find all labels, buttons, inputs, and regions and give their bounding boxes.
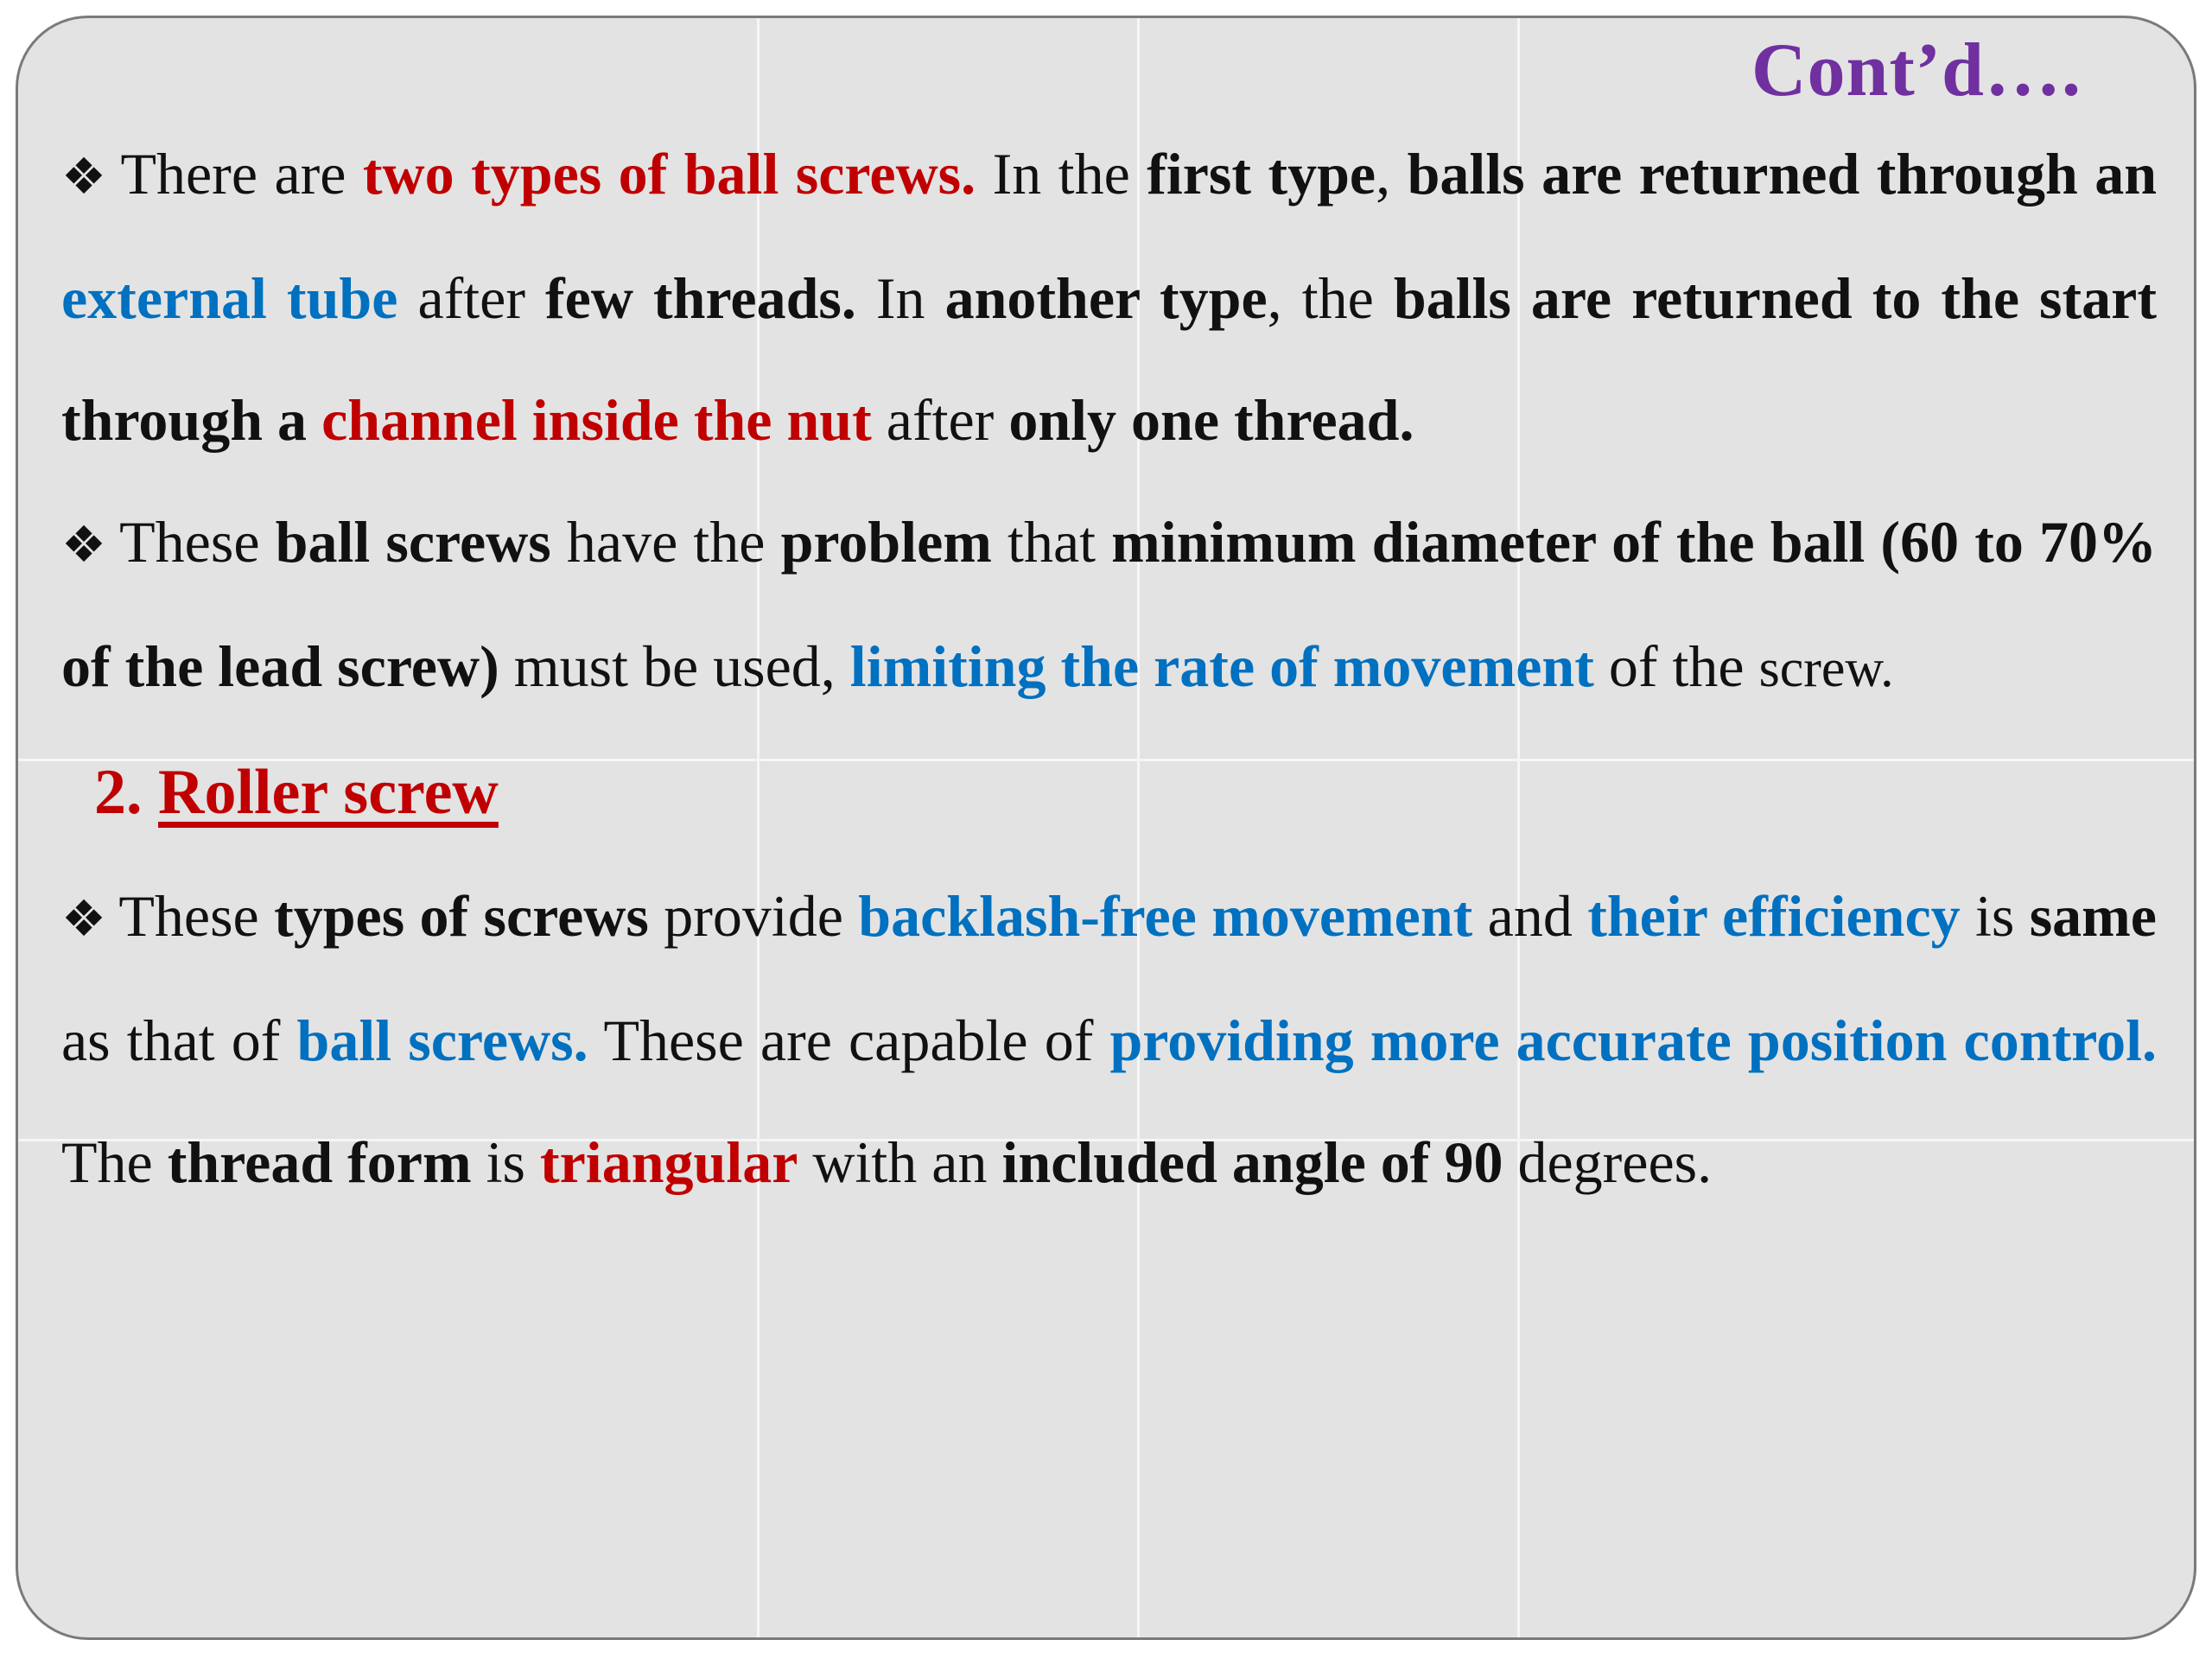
section-number: 2.: [94, 757, 143, 828]
text-run: have the: [550, 509, 781, 575]
text-run: balls are returned through an: [1407, 141, 2158, 207]
text-run: thread form: [167, 1129, 472, 1195]
text-run: limiting the rate of movement: [849, 633, 1594, 699]
slide-title: Cont’d….: [1751, 29, 2082, 112]
text-run: few threads.: [545, 265, 856, 331]
text-run: is: [471, 1129, 540, 1195]
text-run: balls are returned to the start through a: [61, 265, 2157, 453]
text-run: only one thread.: [1008, 387, 1414, 453]
text-run: These: [119, 509, 276, 575]
section-heading: [61, 730, 2157, 855]
bullet-paragraph: [61, 855, 2157, 1224]
slide-content: [61, 113, 2157, 1224]
text-run: types of screws: [274, 883, 649, 949]
text-run: external tube: [61, 265, 398, 331]
text-run: , the: [1267, 265, 1394, 331]
text-run: as that of: [61, 1007, 297, 1073]
text-run: included angle of 90: [1001, 1129, 1503, 1195]
text-run: providing more accurate position control.: [1109, 1007, 2158, 1073]
text-run: same: [2029, 883, 2157, 949]
bullet-diamond-icon: ❖: [61, 147, 109, 206]
text-run: problem: [780, 509, 992, 575]
text-run: that: [991, 509, 1112, 575]
text-run: and: [1472, 883, 1588, 949]
paragraph-text: [61, 883, 2157, 1195]
paragraph-text: [61, 509, 2157, 699]
text-run: In the: [976, 141, 1147, 207]
section-label: Roller screw: [158, 757, 499, 828]
slide: [16, 16, 2196, 1640]
text-run: after: [871, 387, 1009, 453]
text-run: backlash-free movement: [858, 883, 1473, 949]
text-run: screw.: [1758, 639, 1894, 698]
text-run: two types of ball screws.: [362, 141, 976, 207]
text-run: ball screws.: [296, 1007, 588, 1073]
bullet-paragraph: [61, 113, 2157, 481]
text-run: ,: [1376, 141, 1408, 207]
text-run: channel inside the nut: [321, 387, 872, 453]
text-run: The: [61, 1129, 168, 1195]
text-run: These are capable of: [588, 1007, 1110, 1073]
text-run: their efficiency: [1587, 883, 1961, 949]
text-run: degrees.: [1503, 1129, 1713, 1195]
text-run: In: [855, 265, 945, 331]
text-run: of the: [1593, 633, 1759, 699]
text-run: must be used,: [499, 633, 850, 699]
text-run: These: [118, 883, 275, 949]
text-run: There are: [120, 141, 363, 207]
text-run: ball screws: [275, 509, 551, 575]
bullet-diamond-icon: ❖: [61, 515, 108, 574]
text-run: [307, 387, 321, 453]
bullet-diamond-icon: ❖: [61, 889, 107, 948]
text-run: triangular: [539, 1129, 798, 1195]
text-run: is: [1960, 883, 2030, 949]
text-run: another type: [944, 265, 1268, 331]
text-run: after: [397, 265, 546, 331]
text-run: first type: [1147, 141, 1376, 207]
text-run: minimum diameter of the ball (60 to 70% of the lead screw): [61, 509, 2158, 699]
paragraph-text: [61, 141, 2157, 453]
text-run: with an: [798, 1129, 1002, 1195]
bullet-paragraph: [61, 481, 2157, 730]
text-run: provide: [648, 883, 859, 949]
